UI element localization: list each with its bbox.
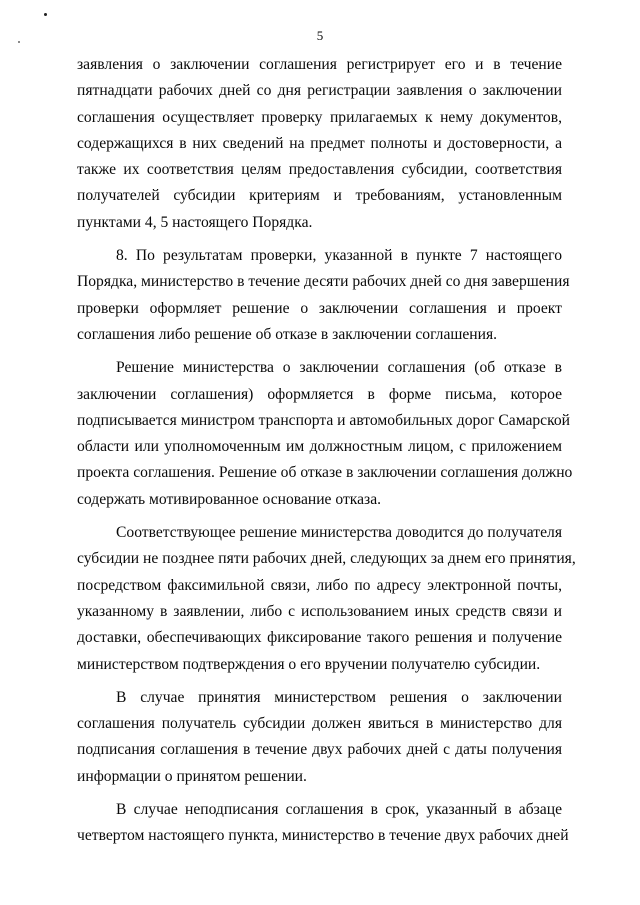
text-line: информации о принятом решении. [77, 767, 307, 785]
text-line: области или уполномоченным им должностным лицом, с приложением [77, 438, 562, 456]
text-line: содержать мотивированное основание отказа. [77, 490, 382, 508]
text-line: указанному в заявлении, либо с использованием иных средств связи и [77, 602, 562, 620]
text-line: получателей субсидии критериям и требованиям, установленным [77, 187, 562, 205]
text-line: содержащихся в них сведений на предмет полноты и достоверности, а [77, 134, 562, 152]
text-line: пунктами 4, 5 настоящего Порядка. [77, 213, 313, 231]
text-line: пятнадцати рабочих дней со дня регистрации заявления о заключении [77, 82, 562, 100]
text-line: соглашения осуществляет проверку прилагаемых к нему документов, [77, 108, 562, 126]
paragraph [77, 243, 570, 348]
text-line: 8. По результатам проверки, указанной в пункте 7 настоящего [116, 247, 562, 265]
text-line: заявления о заключении соглашения регистрирует его и в течение [77, 56, 562, 73]
text-line: Соответствующее решение министерства доводится до получателя [116, 524, 562, 542]
text-line: В случае неподписания соглашения в срок, указанный в абзаце [116, 801, 562, 819]
text-line: четвертом настоящего пункта, министерство в течение двух рабочих дней [77, 827, 569, 845]
text-line: министерством подтверждения о его вручении получателю субсидии. [77, 655, 541, 673]
paragraph [77, 52, 562, 236]
text-line: проекта соглашения. Решение об отказе в заключении соглашения должно [77, 464, 573, 482]
text-line: заключении соглашения) оформляется в форме письма, которое [77, 385, 562, 403]
text-line: В случае принятия министерством решения о заключении [116, 688, 562, 706]
text-line: Решение министерства о заключении соглашения (об отказе в [116, 359, 562, 377]
paragraph [77, 520, 576, 678]
text-line: Порядка, министерство в течение десяти рабочих дней со дня завершения [77, 273, 570, 291]
text-line: соглашения получатель субсидии должен явиться в министерство для [77, 715, 562, 733]
paragraph [77, 797, 569, 850]
scan-speck [44, 13, 47, 16]
text-line: доставки, обеспечивающих фиксирование такого решения и получение [77, 629, 562, 647]
text-line: посредством факсимильной связи, либо по адресу электронной почты, [77, 576, 562, 594]
text-line: субсидии не позднее пяти рабочих дней, следующих за днем его принятия, [77, 550, 576, 568]
document-body [77, 52, 576, 850]
page-number: 5 [316, 28, 324, 43]
text-line: подписания соглашения в течение двух рабочих дней с даты получения [77, 741, 562, 759]
text-line: соглашения либо решение об отказе в заключении соглашения. [77, 325, 498, 343]
text-line: подписывается министром транспорта и автомобильных дорог Самарской [77, 411, 571, 429]
paragraph [77, 355, 573, 513]
text-line: также их соответствия целям предоставления субсидии, соответствия [77, 161, 562, 179]
paragraph [77, 685, 562, 790]
text-line: проверки оформляет решение о заключении соглашения и проект [77, 299, 562, 317]
